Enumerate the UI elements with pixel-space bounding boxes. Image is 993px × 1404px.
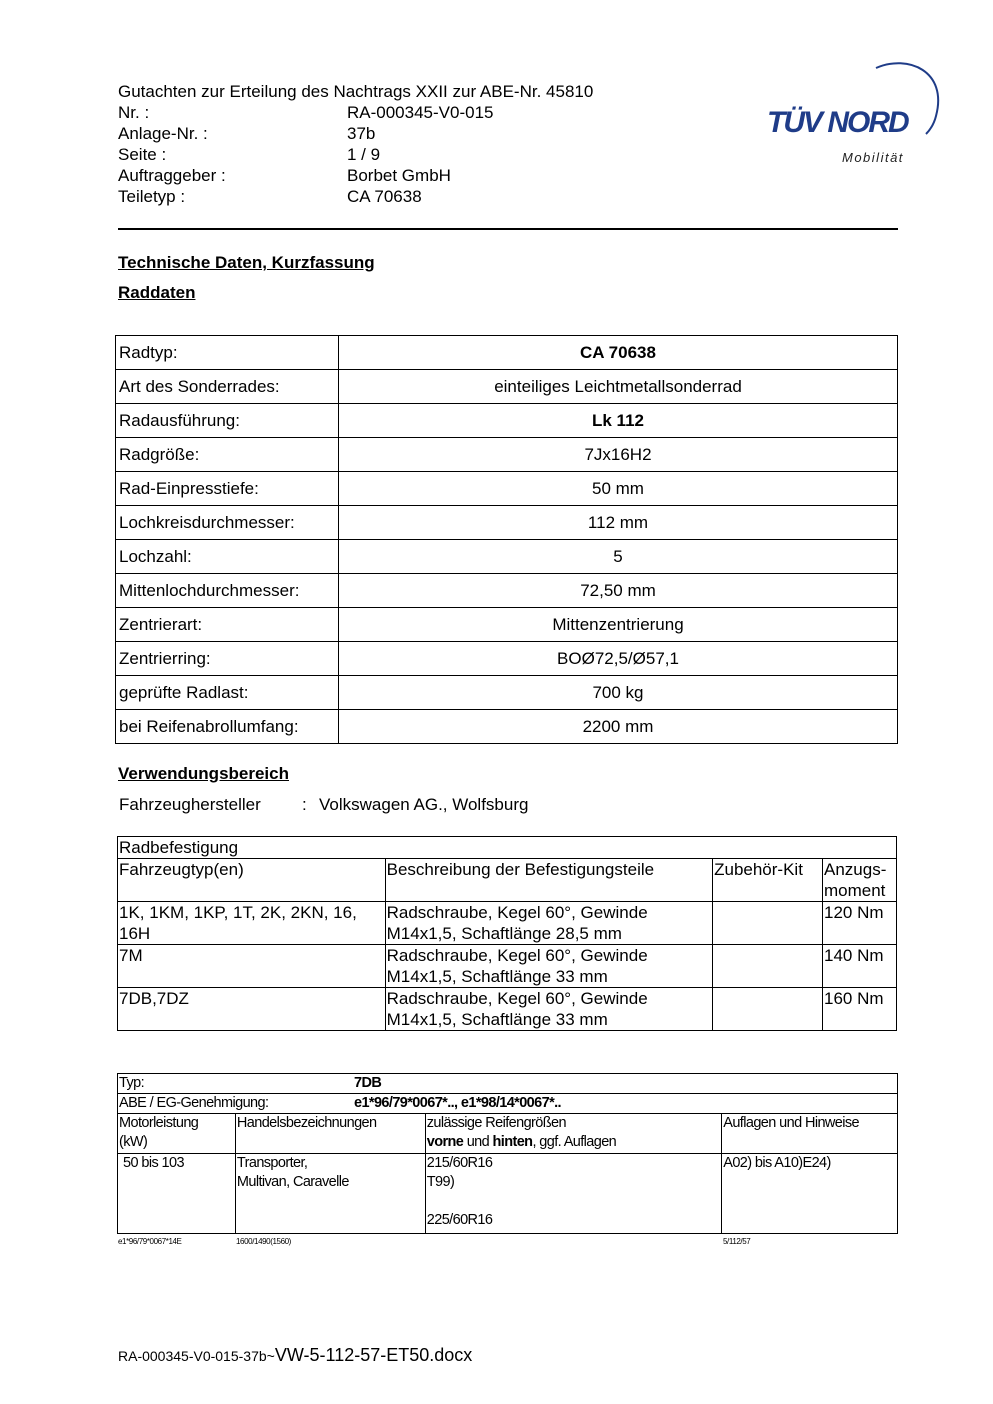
trade-names bbox=[235, 1154, 425, 1234]
row-value: 2200 mm bbox=[339, 710, 898, 744]
row-label: Radtyp: bbox=[116, 336, 339, 370]
table-title-row bbox=[118, 837, 897, 859]
column-header: Zubehör-Kit bbox=[713, 859, 823, 902]
field-value-seite: 1 / 9 bbox=[347, 145, 381, 164]
column-header: Fahrzeugtyp(en) bbox=[118, 859, 386, 902]
cell-line: 16H bbox=[119, 924, 151, 943]
row-value: einteiliges Leichtmetallsonderrad bbox=[339, 370, 898, 404]
table-row bbox=[116, 642, 898, 676]
table-row bbox=[118, 902, 897, 945]
table-row bbox=[116, 336, 898, 370]
header-bold-front: vorne bbox=[426, 1134, 464, 1150]
radbefestigung-table bbox=[117, 836, 897, 1031]
cell-line: Radschraube, Kegel 60°, Gewinde bbox=[386, 946, 648, 965]
table-row bbox=[116, 608, 898, 642]
header-line: (kW) bbox=[119, 1134, 148, 1150]
row-label: Radgröße: bbox=[116, 438, 339, 472]
table-row bbox=[116, 370, 898, 404]
section-title: Technische Daten, Kurzfassung bbox=[118, 253, 375, 272]
field-label-teiletyp: Teiletyp : bbox=[118, 187, 186, 206]
cell-line: Transporter, bbox=[236, 1155, 308, 1171]
table-row bbox=[118, 1154, 898, 1234]
row-label: Zentrierart: bbox=[116, 608, 339, 642]
header-line: moment bbox=[824, 881, 886, 900]
dimensions-small: 1600/1490(1560) bbox=[236, 1237, 291, 1246]
accessory-kit bbox=[713, 988, 823, 1031]
cell-line: 1K, 1KM, 1KP, 1T, 2K, 2KN, 16, bbox=[119, 903, 357, 922]
abe-cell bbox=[118, 1094, 898, 1114]
section-subtitle-raddaten: Raddaten bbox=[118, 283, 196, 302]
column-header-reifen bbox=[425, 1114, 721, 1154]
header-line: zulässige Reifengrößen bbox=[426, 1115, 566, 1131]
footer-filename bbox=[118, 1344, 472, 1368]
typ-cell bbox=[118, 1074, 898, 1094]
torque: 140 Nm bbox=[823, 945, 897, 988]
conditions: A02) bis A10)E24) bbox=[722, 1154, 898, 1234]
row-value: 50 mm bbox=[339, 472, 898, 506]
field-label-anlage: Anlage-Nr. : bbox=[118, 124, 208, 143]
table-row bbox=[116, 472, 898, 506]
field-label-nr: Nr. : bbox=[118, 103, 150, 122]
cell-line: M14x1,5, Schaftlänge 28,5 mm bbox=[386, 924, 622, 943]
motor-power: 50 bis 103 bbox=[118, 1154, 236, 1234]
row-value: CA 70638 bbox=[339, 336, 898, 370]
column-header bbox=[823, 859, 897, 902]
column-header-auflagen: Auflagen und Hinweise bbox=[722, 1114, 898, 1154]
torque: 120 Nm bbox=[823, 902, 897, 945]
manufacturer-value: Volkswagen AG., Wolfsburg bbox=[319, 795, 529, 814]
row-label: bei Reifenabrollumfang: bbox=[116, 710, 339, 744]
vehicle-type-table bbox=[117, 1073, 898, 1234]
cell-line: 215/60R16 bbox=[426, 1155, 493, 1171]
field-value-nr: RA-000345-V0-015 bbox=[347, 103, 494, 122]
manufacturer-label: Fahrzeughersteller bbox=[119, 795, 261, 814]
row-label: Radausführung: bbox=[116, 404, 339, 438]
header-suffix: , ggf. Auflagen bbox=[532, 1134, 617, 1150]
typ-row bbox=[118, 1074, 898, 1094]
footer-part1: RA-000345-V0-015-37b~ bbox=[118, 1348, 275, 1364]
header-divider bbox=[118, 228, 898, 230]
row-value: 700 kg bbox=[339, 676, 898, 710]
cell-line: 225/60R16 bbox=[426, 1212, 493, 1228]
abe-value: e1*96/79*0067*.., e1*98/14*0067*.. bbox=[354, 1095, 561, 1111]
row-label: geprüfte Radlast: bbox=[116, 676, 339, 710]
row-value: 5 bbox=[339, 540, 898, 574]
column-header-handel: Handelsbezeichnungen bbox=[235, 1114, 425, 1154]
row-value: Mittenzentrierung bbox=[339, 608, 898, 642]
fastener-description bbox=[385, 945, 712, 988]
footer-part2: VW-5-112-57-ET50.docx bbox=[274, 1345, 473, 1365]
raddaten-table bbox=[115, 335, 898, 744]
manufacturer-separator: : bbox=[302, 795, 307, 814]
logo-wordmark: TÜV NORD bbox=[767, 106, 908, 139]
table-header-row bbox=[118, 859, 897, 902]
field-label-seite: Seite : bbox=[118, 145, 167, 164]
column-header: Beschreibung der Befestigungsteile bbox=[385, 859, 712, 902]
table-row bbox=[116, 540, 898, 574]
abe-label: ABE / EG-Genehmigung: bbox=[119, 1095, 269, 1111]
cell-line: Radschraube, Kegel 60°, Gewinde bbox=[386, 989, 648, 1008]
row-value: 112 mm bbox=[339, 506, 898, 540]
cell-line: Multivan, Caravelle bbox=[236, 1174, 349, 1190]
logo-subtitle: Mobilität bbox=[842, 150, 904, 165]
header-and: und bbox=[463, 1134, 493, 1150]
row-label: Lochkreisdurchmesser: bbox=[116, 506, 339, 540]
torque: 160 Nm bbox=[823, 988, 897, 1031]
table-row bbox=[116, 710, 898, 744]
header-line: Motorleistung bbox=[119, 1115, 199, 1131]
table-header-row bbox=[118, 1114, 898, 1154]
field-label-auftraggeber: Auftraggeber : bbox=[118, 166, 226, 185]
row-label: Zentrierring: bbox=[116, 642, 339, 676]
accessory-kit bbox=[713, 902, 823, 945]
table-row bbox=[116, 404, 898, 438]
row-label: Mittenlochdurchmesser: bbox=[116, 574, 339, 608]
vehicle-types: 7M bbox=[118, 945, 386, 988]
table-row bbox=[116, 438, 898, 472]
cell-line: M14x1,5, Schaftlänge 33 mm bbox=[386, 1010, 608, 1029]
fastener-description bbox=[385, 988, 712, 1031]
vehicle-types bbox=[118, 902, 386, 945]
cell-line: T99) bbox=[426, 1174, 455, 1190]
tire-sizes bbox=[425, 1154, 721, 1234]
table-row bbox=[116, 676, 898, 710]
table-row bbox=[118, 945, 897, 988]
bolt-pattern-small: 5/112/57 bbox=[723, 1237, 751, 1246]
table-row bbox=[116, 506, 898, 540]
field-value-auftraggeber: Borbet GmbH bbox=[347, 166, 451, 185]
column-header-motor bbox=[118, 1114, 236, 1154]
header-line: Anzugs- bbox=[824, 860, 887, 879]
vehicle-types: 7DB,7DZ bbox=[118, 988, 386, 1031]
row-value: 72,50 mm bbox=[339, 574, 898, 608]
row-label: Rad-Einpresstiefe: bbox=[116, 472, 339, 506]
abe-row bbox=[118, 1094, 898, 1114]
row-value: BOØ72,5/Ø57,1 bbox=[339, 642, 898, 676]
cell-line: Radschraube, Kegel 60°, Gewinde bbox=[386, 903, 648, 922]
row-value: Lk 112 bbox=[339, 404, 898, 438]
table-row bbox=[118, 988, 897, 1031]
field-value-teiletyp: CA 70638 bbox=[347, 187, 422, 206]
approval-code-small: e1*96/79*0067*14E bbox=[118, 1237, 182, 1246]
cell-line: M14x1,5, Schaftlänge 33 mm bbox=[386, 967, 608, 986]
accessory-kit bbox=[713, 945, 823, 988]
row-label: Lochzahl: bbox=[116, 540, 339, 574]
row-label: Art des Sonderrades: bbox=[116, 370, 339, 404]
header-bold-rear: hinten bbox=[492, 1134, 533, 1150]
row-value: 7Jx16H2 bbox=[339, 438, 898, 472]
typ-label: Typ: bbox=[119, 1075, 144, 1091]
table-row bbox=[116, 574, 898, 608]
document-title: Gutachten zur Erteilung des Nachtrags XXII zur ABE-Nr. 45810 bbox=[118, 82, 594, 101]
field-value-anlage: 37b bbox=[347, 124, 376, 143]
fastener-description bbox=[385, 902, 712, 945]
section-title-verwendung: Verwendungsbereich bbox=[118, 764, 289, 783]
typ-value: 7DB bbox=[354, 1075, 382, 1091]
table-title: Radbefestigung bbox=[118, 837, 897, 859]
